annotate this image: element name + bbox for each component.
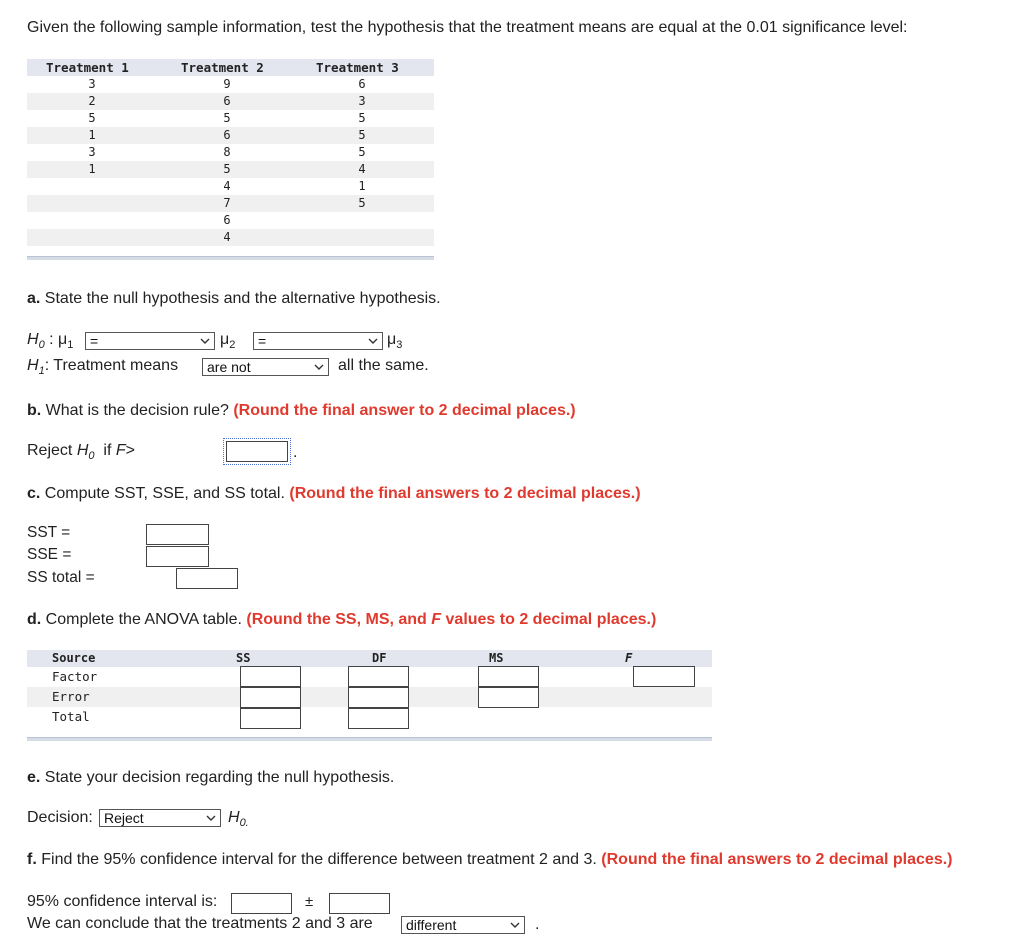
chevron-down-icon: [199, 334, 211, 348]
decision-select[interactable]: Reject: [99, 809, 221, 827]
treatment-2-cell: 4: [223, 179, 231, 193]
anova-ms-factor-input[interactable]: [478, 666, 539, 687]
anova-ss-factor-input[interactable]: [240, 666, 301, 687]
anova-divider: [27, 737, 712, 741]
part-d-question: d. Complete the ANOVA table. (Round the SS, MS, and F values to 2 decimal places.): [27, 611, 657, 628]
treatment-2-cell: 6: [223, 94, 231, 108]
data-table-row: [27, 144, 434, 161]
treatment-2-cell: 6: [223, 213, 231, 227]
chevron-down-icon: [367, 334, 379, 348]
chevron-down-icon: [205, 811, 217, 825]
part-e-question: e. State your decision regarding the null hypothesis.: [27, 769, 395, 786]
plus-minus-sign: ±: [305, 893, 314, 910]
treatment-1-cell: 1: [88, 128, 96, 142]
anova-header-source: Source: [52, 651, 96, 665]
part-b-question: b. What is the decision rule? (Round the final answer to 2 decimal places.): [27, 402, 576, 419]
part-f-question: f. Find the 95% confidence interval for the difference between treatment 2 and 3. (Round the final answers to 2 decimal places.): [27, 851, 953, 868]
anova-header-f: F: [625, 651, 633, 665]
conclude-select[interactable]: different: [401, 916, 525, 934]
anova-header-ss: SS: [236, 651, 251, 665]
treatment-2-cell: 4: [223, 230, 231, 244]
anova-label-error: Error: [52, 689, 90, 704]
treatment-2-cell: 6: [223, 128, 231, 142]
anova-header-ms: MS: [489, 651, 504, 665]
data-table-row: [27, 127, 434, 144]
anova-df-total-input[interactable]: [348, 708, 409, 729]
data-table-header: [27, 59, 434, 76]
mu2-symbol: $\mu_2$: [220, 331, 236, 352]
conclude-period: .: [535, 916, 540, 933]
treatment-2-cell: 5: [223, 111, 231, 125]
h0-line: $H_0$ : $\mu_1$: [27, 331, 74, 352]
treatment-3-cell: 5: [358, 111, 366, 125]
treatment-3-cell: 5: [358, 145, 366, 159]
h0-relation-select-1[interactable]: =: [85, 332, 215, 350]
treatment-1-cell: 5: [88, 111, 96, 125]
sstotal-label: SS total =: [27, 569, 95, 586]
anova-ss-total-input[interactable]: [240, 708, 301, 729]
h1-select[interactable]: are not: [202, 358, 329, 376]
treatment-2-cell: 9: [223, 77, 231, 91]
chevron-down-icon: [313, 360, 325, 374]
treatment-1-cell: 3: [88, 145, 96, 159]
table-divider: [27, 256, 434, 260]
anova-label-factor: Factor: [52, 669, 98, 684]
h1-tail: all the same.: [338, 357, 429, 374]
data-table-row: [27, 76, 434, 93]
header-treatment-1: Treatment 1: [46, 60, 129, 75]
data-table-row: [27, 110, 434, 127]
treatment-1-cell: 3: [88, 77, 96, 91]
anova-ss-error-input[interactable]: [240, 687, 301, 708]
chevron-down-icon: [509, 918, 521, 932]
decision-rule-period: .: [293, 444, 298, 461]
decision-rule-line: Reject $H_0$ if F>: [27, 442, 135, 463]
conclude-text: We can conclude that the treatments 2 and 3 are: [27, 915, 373, 932]
treatment-3-cell: 3: [358, 94, 366, 108]
anova-header-df: DF: [372, 651, 387, 665]
data-table-row: [27, 161, 434, 178]
h1-symbol: $H_1$: [27, 357, 45, 378]
ci-label: 95% confidence interval is:: [27, 893, 218, 910]
treatment-3-cell: 1: [358, 179, 366, 193]
part-c-question: c. Compute SST, SSE, and SS total. (Round the final answers to 2 decimal places.): [27, 485, 641, 502]
sse-label: SSE =: [27, 546, 72, 563]
treatment-2-cell: 5: [223, 162, 231, 176]
h1-line: $H_1$: Treatment means: [27, 357, 179, 378]
sst-input[interactable]: [146, 524, 209, 545]
treatment-3-cell: 5: [358, 196, 366, 210]
anova-label-total: Total: [52, 709, 90, 724]
ci-margin-input[interactable]: [329, 893, 390, 914]
decision-h0: $H_{0.}$: [228, 809, 249, 830]
h0-symbol: $H_0$: [27, 331, 45, 352]
decision-label: Decision:: [27, 809, 93, 826]
anova-ms-error-input[interactable]: [478, 687, 539, 708]
anova-header: [27, 650, 712, 667]
sse-input[interactable]: [146, 546, 209, 567]
sst-label: SST =: [27, 524, 71, 541]
data-table-row: [27, 178, 434, 195]
treatment-1-cell: 2: [88, 94, 96, 108]
data-table-row: [27, 229, 434, 246]
intro-text: Given the following sample information, test the hypothesis that the treatment means are equal at the 0.01 significance level:: [27, 19, 908, 36]
treatment-2-cell: 7: [223, 196, 231, 210]
ci-center-input[interactable]: [231, 893, 292, 914]
treatment-3-cell: 5: [358, 128, 366, 142]
header-treatment-2: Treatment 2: [181, 60, 264, 75]
treatment-1-cell: 1: [88, 162, 96, 176]
sstotal-input[interactable]: [176, 568, 238, 589]
part-a-question: a. State the null hypothesis and the alternative hypothesis.: [27, 290, 441, 307]
treatment-3-cell: 4: [358, 162, 366, 176]
data-table-row: [27, 93, 434, 110]
treatment-2-cell: 8: [223, 145, 231, 159]
header-treatment-3: Treatment 3: [316, 60, 399, 75]
mu3-symbol: $\mu_3$: [387, 331, 403, 352]
h0-relation-select-2[interactable]: =: [253, 332, 383, 350]
anova-f-input[interactable]: [633, 666, 695, 687]
treatment-3-cell: 6: [358, 77, 366, 91]
data-table-row: [27, 195, 434, 212]
anova-df-factor-input[interactable]: [348, 666, 409, 687]
data-table-row: [27, 212, 434, 229]
critical-value-input[interactable]: [226, 441, 288, 462]
anova-df-error-input[interactable]: [348, 687, 409, 708]
